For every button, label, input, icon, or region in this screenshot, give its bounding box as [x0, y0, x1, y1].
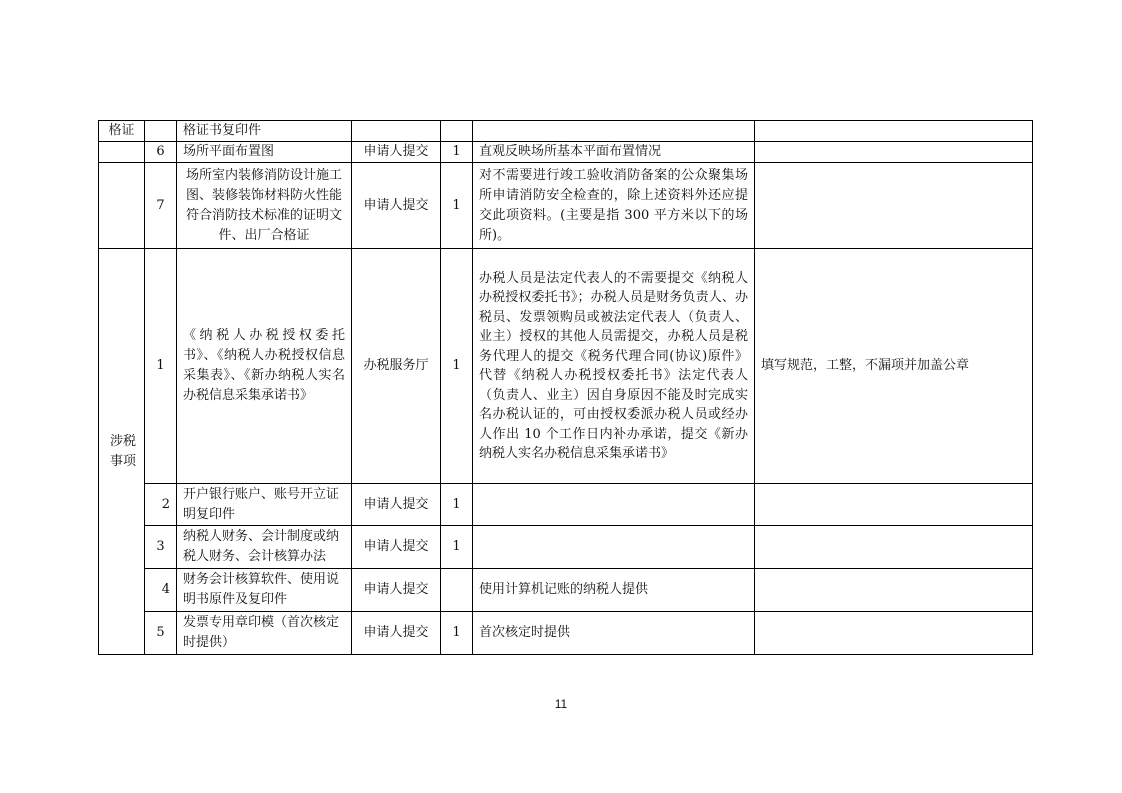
note-cell: [755, 484, 1033, 526]
requirement-cell: 直观反映场所基本平面布置情况: [473, 142, 755, 163]
requirement-cell: 办税人员是法定代表人的不需要提交《纳税人办税授权委托书》；办税人员是财务负责人、办税员、发票领购员或被法定代表人（负责人、业主）授权的其他人员需提交，办税人员是税务代理人的提交《税务代理合同(协议)原件》代替《纳税人办税授权委托书》法定代表人（负责人、业主）因自身原因不能及时完成实名办税认证的，可由授权委派办税人员或经办人作出 10 个工作日内补办承诺，提交《新办纳税人实名办税信息采集承诺书》: [473, 249, 755, 484]
source-cell: 申请人提交: [352, 484, 441, 526]
copies-cell: 1: [441, 163, 473, 249]
source-cell: [352, 121, 441, 142]
note-cell: [755, 569, 1033, 612]
requirement-cell: [473, 484, 755, 526]
copies-cell: 1: [441, 142, 473, 163]
table-row: [99, 142, 1033, 163]
source-cell: 申请人提交: [352, 569, 441, 612]
note-cell: [755, 612, 1033, 655]
source-cell: 申请人提交: [352, 612, 441, 655]
page-number: 11: [554, 697, 568, 711]
table-row: [99, 121, 1033, 142]
source-cell: 申请人提交: [352, 163, 441, 249]
row-number: [145, 121, 177, 142]
material-cell: 发票专用章印模（首次核定时提供）: [177, 612, 352, 655]
row-number: 6: [145, 142, 177, 163]
material-cell: 《纳税人办税授权委托书》、《纳税人办税授权信息采集表》、《新办纳税人实名办税信息采集承诺书》: [177, 249, 352, 484]
table-row: [99, 484, 1033, 526]
category-cell: [99, 249, 145, 655]
category-cell-empty: [99, 142, 145, 163]
requirement-cell: 使用计算机记账的纳税人提供: [473, 569, 755, 612]
material-cell: 格证书复印件: [177, 121, 352, 142]
requirement-cell: 对不需要进行竣工验收消防备案的公众聚集场所申请消防安全检查的，除上述资料外还应提交此项资料。(主要是指 300 平方米以下的场所)。: [473, 163, 755, 249]
table-row: [99, 249, 1033, 484]
note-cell: 填写规范，工整，不漏项并加盖公章: [755, 249, 1033, 484]
source-cell: 申请人提交: [352, 526, 441, 569]
category-cell: 格证: [99, 121, 145, 142]
copies-cell: [441, 121, 473, 142]
material-cell: 场所平面布置图: [177, 142, 352, 163]
table-row: [99, 612, 1033, 655]
category-label: 涉税事项: [109, 433, 136, 469]
requirement-cell: [473, 526, 755, 569]
source-cell: 申请人提交: [352, 142, 441, 163]
row-number: 7: [145, 163, 177, 249]
note-cell: [755, 121, 1033, 142]
material-cell: 财务会计核算软件、使用说明书原件及复印件: [177, 569, 352, 612]
material-cell: 纳税人财务、会计制度或纳税人财务、会计核算办法: [177, 526, 352, 569]
copies-cell: 1: [441, 484, 473, 526]
row-number: 2: [145, 484, 177, 526]
copies-cell: 1: [441, 249, 473, 484]
requirement-cell: [473, 121, 755, 142]
note-cell: [755, 526, 1033, 569]
table-row: [99, 569, 1033, 612]
table-row: [99, 526, 1033, 569]
table-row: [99, 163, 1033, 249]
row-number: 3: [145, 526, 177, 569]
copies-cell: 1: [441, 526, 473, 569]
requirements-table: [98, 120, 1033, 655]
material-cell: 场所室内装修消防设计施工图、装修装饰材料防火性能符合消防技术标准的证明文件、出厂合格证: [177, 163, 352, 249]
note-cell: [755, 142, 1033, 163]
source-cell: 办税服务厅: [352, 249, 441, 484]
category-cell-empty: [99, 163, 145, 249]
row-number: 4: [145, 569, 177, 612]
copies-cell: 1: [441, 612, 473, 655]
requirement-cell: 首次核定时提供: [473, 612, 755, 655]
note-cell: [755, 163, 1033, 249]
copies-cell: [441, 569, 473, 612]
row-number: 1: [145, 249, 177, 484]
row-number: 5: [145, 612, 177, 655]
material-cell: 开户银行账户、账号开立证明复印件: [177, 484, 352, 526]
